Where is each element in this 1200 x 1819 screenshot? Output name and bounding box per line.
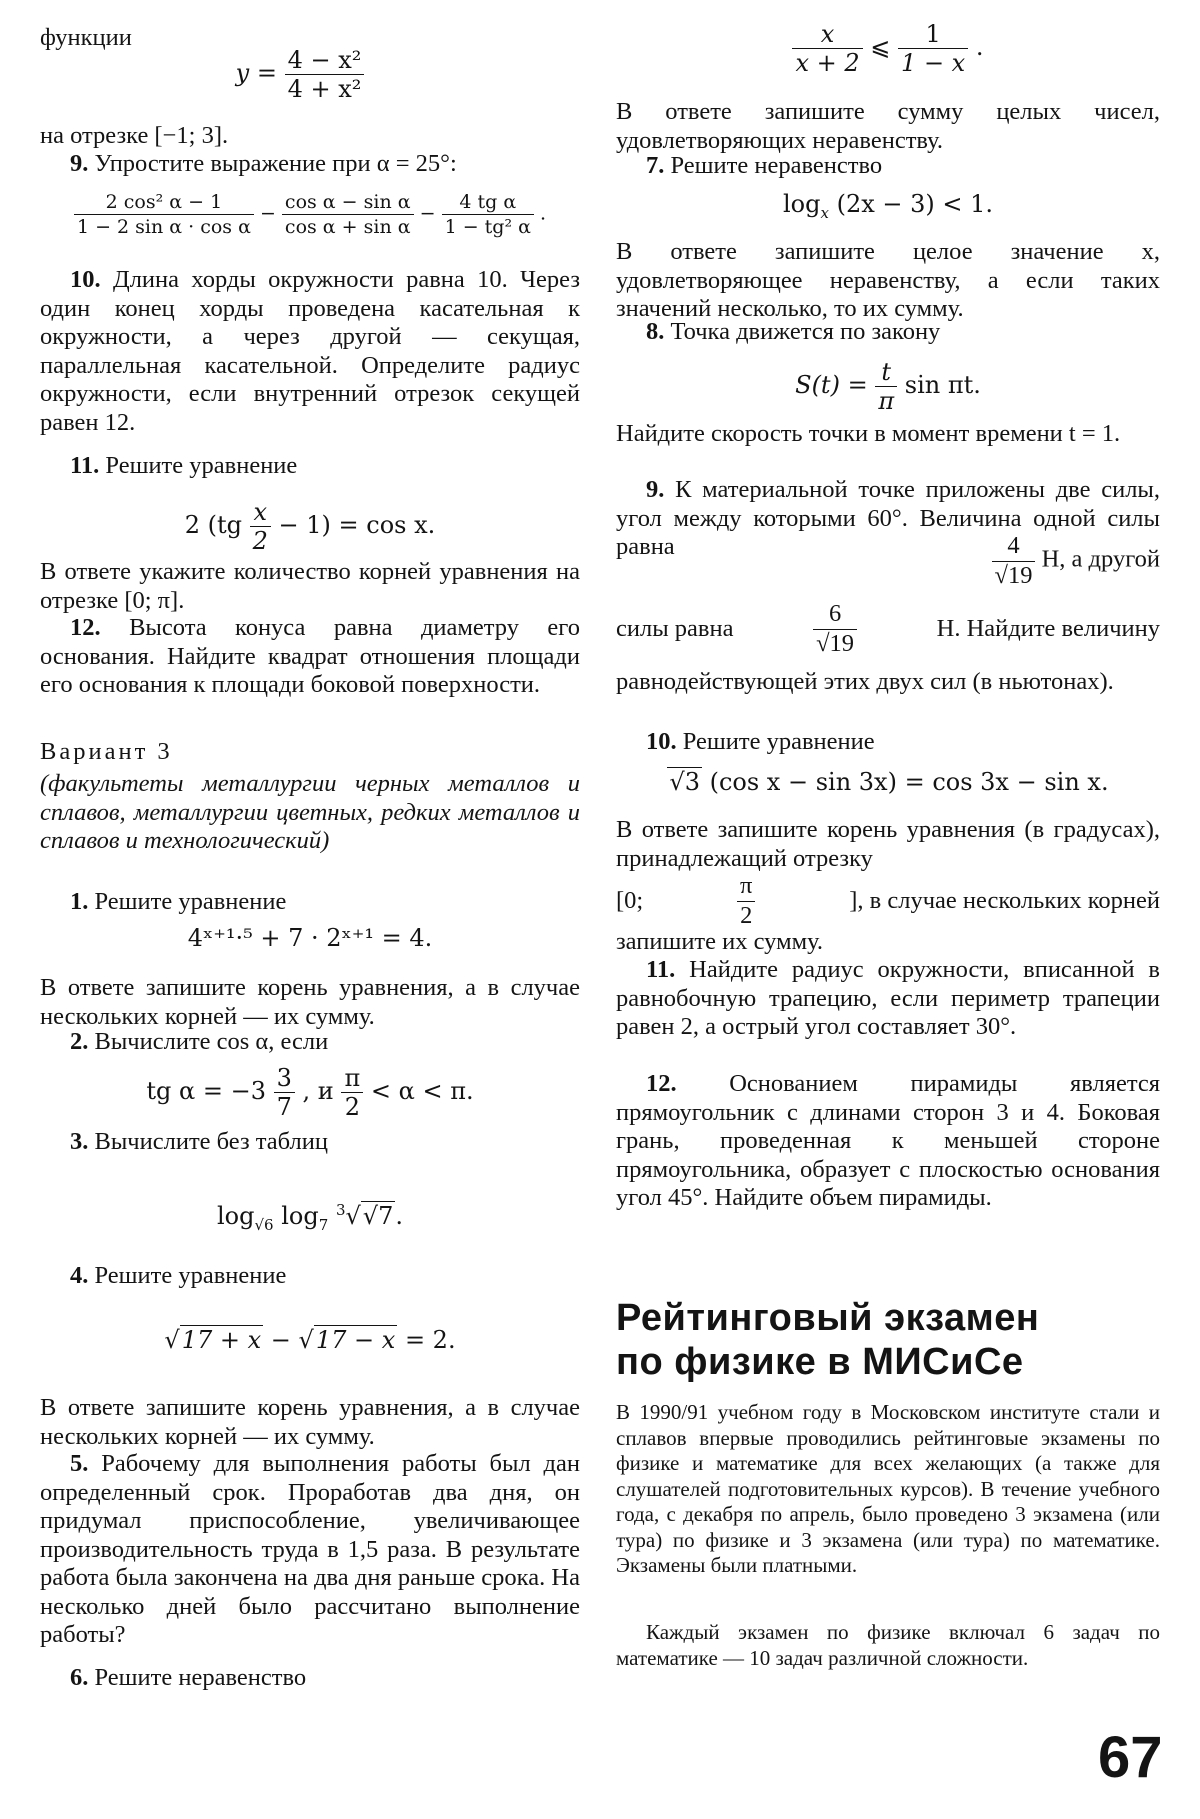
text-resultant: равнодействующей этих двух сил (в ньютонах).: [616, 668, 1114, 695]
formula-inequality: $\frac{x}{x + 2}$ ⩽ $\frac{1}{1 - x}$ .: [616, 20, 1160, 77]
variant-problem-1: 1. Решите уравнение: [70, 888, 287, 915]
article-paragraph-1: В 1990/91 учебном году в Московском институте стали и сплавов впервые проводились рейтинговые экзамены по физике и математике для всех желающих (а также для слушателей подготовительных курсов). В течение учебного года, с декабря по апрель, было проведено 3 экзамена (или тура) по физике и 3 экзамена (или тура) по математике. Экзамены были платными.: [616, 1400, 1160, 1577]
problem-9: 9. Упростите выражение при α = 25°:: [70, 150, 457, 177]
variant-problem-7: 7. Решите неравенство: [646, 152, 883, 179]
formula-tg-alpha: tg α = −3 $\frac{3}{7}$ , и $\frac{\pi}{2}$ < α < π.: [146, 1064, 474, 1121]
text-interval: на отрезке [−1; 3].: [40, 122, 229, 149]
text-force-1: $\frac{4}{√19}$ Н, а другой: [616, 532, 1160, 590]
text-function: функции: [40, 24, 132, 51]
problem-11: 11. Решите уравнение: [70, 452, 298, 479]
variant-problem-8: 8. Точка движется по закону: [646, 318, 941, 345]
text-answer-root-2: В ответе запишите корень уравнения, а в случае нескольких корней — их сумму.: [40, 1394, 580, 1450]
page-number: 67: [1098, 1725, 1163, 1790]
variant-problem-3: 3. Вычислите без таблиц: [70, 1128, 328, 1155]
variant-note: (факультеты металлургии черных металлов и сплавов, металлургии цветных, редких металлов и сплавов и технологический): [40, 770, 580, 854]
variant-problem-4: 4. Решите уравнение: [70, 1262, 287, 1289]
text-interval-pi: [0; $\frac{\pi}{2}$ ], в случае нескольких корней: [616, 872, 1160, 929]
text-write-sum: запишите их сумму.: [616, 928, 824, 955]
formula-exp-equation: 4ˣ⁺¹·⁵ + 7 · 2ˣ⁺¹ = 4.: [187, 924, 433, 952]
text-force-2: силы равна $\frac{6}{√19}$ Н. Найдите величину: [616, 600, 1160, 657]
variant-problem-5: 5. Рабочему для выполнения работы был дан определенный срок. Проработав два дня, он придумал приспособление, увеличивающее производительность труда в 1,5 раза. В результате работа была закончена на два дня раньше срока. На несколько дней было рассчитано выполнение работы?: [40, 1450, 580, 1648]
text-answer-root: В ответе запишите корень уравнения, а в случае нескольких корней — их сумму.: [40, 974, 580, 1030]
formula-y: y = $\frac{\text{4 − x²}}{\text{4 + x²}}$: [20, 46, 580, 103]
formula-simplify: $\frac{\text{2 cos² α − 1}}{\text{1 − 2 sin α · cos α}}$ − $\frac{\text{cos α − sin α}}{\text{cos α + sin α}}$ − $\frac{\text{4 tg α}}{\text{1 − tg² α}}$ .: [40, 190, 580, 239]
variant-problem-2: 2. Вычислите cos α, если: [70, 1028, 329, 1055]
text-velocity: Найдите скорость точки в момент времени t = 1.: [616, 420, 1121, 447]
formula-log-inequality: $\log_x (2x - 3) < 1$.: [782, 190, 994, 222]
variant-title: Вариант 3: [40, 738, 173, 765]
article-heading: Рейтинговый экзамен по физике в МИСиСе: [616, 1297, 1040, 1383]
article-paragraph-2: Каждый экзамен по физике включал 6 задач по математике — 10 задач различной сложности.: [616, 1620, 1160, 1670]
variant-problem-11: 11. Найдите радиус окружности, вписанной в равнобочную трапецию, если периметр трапеции равен 2, а острый угол составляет 30°.: [616, 956, 1160, 1040]
variant-problem-6: 6. Решите неравенство: [70, 1664, 307, 1691]
text-answer-count: В ответе укажите количество корней уравнения на отрезке [0; π].: [40, 558, 580, 614]
text-answer-integer: В ответе запишите целое значение x, удовлетворяющее неравенству, а если таких значений несколько, то их сумму.: [616, 238, 1160, 322]
problem-12: 12. Высота конуса равна диаметру его основания. Найдите квадрат отношения площади его основания к площади боковой поверхности.: [40, 614, 580, 698]
variant-problem-9: 9. К материальной точке приложены две силы, угол между которыми 60°. Величина одной силы равна: [616, 476, 1161, 560]
problem-10: 10. Длина хорды окружности равна 10. Через один конец хорды проведена касательная к окружности, а через другой — секущая, параллельная касательной. Определите радиус окружности, если внутренний отрезок секущей равен 12.: [40, 266, 580, 436]
formula-trig-equation: √3 (cos x − sin 3x) = cos 3x − sin x.: [669, 768, 1109, 796]
text-answer-degrees: В ответе запишите корень уравнения (в градусах), принадлежащий отрезку: [616, 816, 1160, 872]
variant-problem-10: 10. Решите уравнение: [646, 728, 875, 755]
variant-problem-12: 12. Основанием пирамиды является прямоугольник с длинами сторон 3 и 4. Боковая грань, проведенная к меньшей стороне прямоугольника, образует с плоскостью основания угол 45°. Найдите объем пирамиды.: [616, 1070, 1161, 1211]
formula-log: $\log_{√6} \log_7 ^3√√7$.: [217, 1201, 403, 1234]
formula-tg-equation: 2 (tg $\frac{x}{2}$ − 1) = cos x.: [184, 498, 436, 555]
text-answer-sum: В ответе запишите сумму целых чисел, удовлетворяющих неравенству.: [616, 98, 1160, 154]
formula-sqrt-equation: √17 + x − √17 − x = 2.: [164, 1326, 456, 1354]
formula-motion-law: S(t) = $\frac{t}{\pi}$ sin πt.: [795, 358, 981, 415]
